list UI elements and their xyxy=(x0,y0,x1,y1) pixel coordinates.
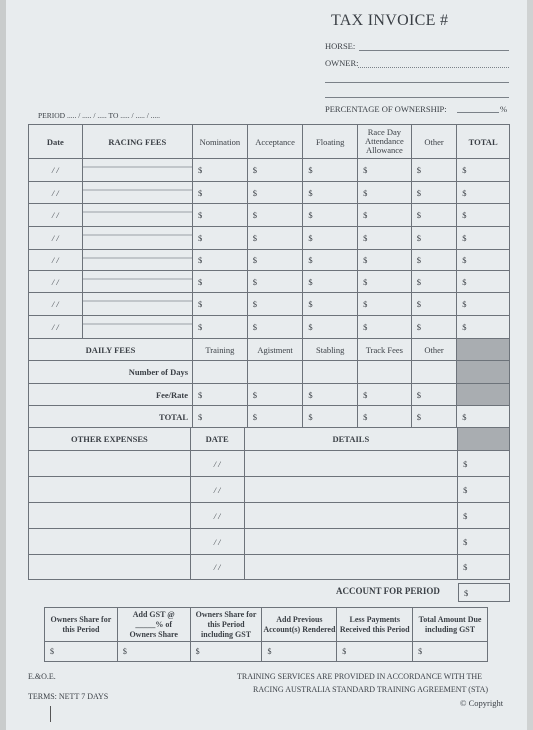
fee-cell[interactable]: $ xyxy=(193,384,248,406)
fee-amount-cell[interactable]: $ xyxy=(247,159,303,182)
row-daily-total: TOTAL xyxy=(29,406,193,428)
account-for-period-value[interactable]: $ xyxy=(459,584,510,602)
fee-amount-cell[interactable]: $ xyxy=(411,159,457,182)
fee-cell[interactable]: $ xyxy=(247,384,303,406)
eoe-label: E.&O.E. xyxy=(28,672,56,681)
add-gst-header xyxy=(117,608,190,642)
col-acceptance: Acceptance xyxy=(247,125,303,159)
fee-amount-cell[interactable]: $ xyxy=(247,316,303,339)
total-cell[interactable]: $ xyxy=(303,406,358,428)
col-other-date: DATE xyxy=(190,428,244,451)
racing-fee-description[interactable] xyxy=(82,271,192,293)
owner-field[interactable] xyxy=(358,67,509,68)
col-daily-other: Other xyxy=(411,339,457,361)
fee-amount-cell[interactable]: $ xyxy=(303,271,358,293)
fee-amount-cell[interactable]: $ xyxy=(193,159,248,182)
row-number-of-days: Number of Days xyxy=(29,361,193,384)
date-cell[interactable]: / / xyxy=(29,316,83,339)
expense-amount[interactable]: $ xyxy=(458,555,510,580)
racing-fee-row xyxy=(29,316,510,339)
racing-fee-row xyxy=(29,250,510,271)
input-cell[interactable] xyxy=(358,361,412,384)
summary-value-cell[interactable]: $ xyxy=(190,642,262,662)
horse-field[interactable] xyxy=(359,50,509,51)
expense-date[interactable]: / / xyxy=(190,555,244,580)
fee-cell[interactable]: $ xyxy=(358,384,412,406)
racing-fee-description[interactable] xyxy=(82,250,192,271)
margin-mark xyxy=(50,706,51,722)
add-gst-line-3: Owners Share xyxy=(129,629,178,639)
racing-row-total[interactable]: $ xyxy=(457,182,510,204)
invoice-title: TAX INVOICE # xyxy=(331,12,449,29)
racing-fee-description[interactable] xyxy=(82,182,192,204)
racing-row-total[interactable]: $ xyxy=(457,250,510,271)
racing-fee-description[interactable] xyxy=(82,227,192,250)
other-expense-row xyxy=(29,477,510,503)
input-cell[interactable] xyxy=(411,361,457,384)
date-cell[interactable]: / / xyxy=(29,227,83,250)
fee-amount-cell[interactable]: $ xyxy=(303,250,358,271)
add-previous-header: Add Previous Account(s) Rendered xyxy=(262,608,337,642)
col-total: TOTAL xyxy=(457,125,510,159)
daily-fees-title: DAILY FEES xyxy=(29,339,193,361)
fee-amount-cell[interactable]: $ xyxy=(193,293,248,316)
col-agistment: Agistment xyxy=(247,339,303,361)
expense-description[interactable] xyxy=(29,503,191,529)
expense-date[interactable]: / / xyxy=(190,451,244,477)
fee-amount-cell[interactable]: $ xyxy=(193,227,248,250)
other-expense-row xyxy=(29,555,510,580)
summary-value-cell[interactable]: $ xyxy=(413,642,488,662)
fee-amount-cell[interactable]: $ xyxy=(411,316,457,339)
date-cell[interactable]: / / xyxy=(29,271,83,293)
fee-cell[interactable]: $ xyxy=(411,384,457,406)
fee-amount-cell[interactable]: $ xyxy=(358,316,412,339)
other-expenses-title: OTHER EXPENSES xyxy=(29,428,191,451)
racing-fee-row xyxy=(29,182,510,204)
shaded-cell xyxy=(457,339,510,361)
expense-details[interactable] xyxy=(244,477,458,503)
paper-edge-right xyxy=(527,0,533,730)
account-for-period-label: ACCOUNT FOR PERIOD xyxy=(336,586,440,596)
expense-amount[interactable]: $ xyxy=(458,451,510,477)
fee-amount-cell[interactable]: $ xyxy=(411,293,457,316)
fee-amount-cell[interactable]: $ xyxy=(193,316,248,339)
fee-amount-cell[interactable]: $ xyxy=(193,271,248,293)
racing-row-total[interactable]: $ xyxy=(457,159,510,182)
add-gst-line-1: Add GST @ xyxy=(132,609,175,619)
expense-description[interactable] xyxy=(29,529,191,555)
shaded-cell xyxy=(457,361,510,384)
shaded-cell xyxy=(457,384,510,406)
date-cell[interactable]: / / xyxy=(29,204,83,227)
summary-value-cell[interactable]: $ xyxy=(337,642,413,662)
fee-amount-cell[interactable]: $ xyxy=(303,227,358,250)
col-track-fees: Track Fees xyxy=(358,339,412,361)
ownership-unit: % xyxy=(500,104,508,114)
fee-amount-cell[interactable]: $ xyxy=(193,250,248,271)
account-total-table xyxy=(458,583,510,602)
fee-amount-cell[interactable]: $ xyxy=(303,159,358,182)
fee-amount-cell[interactable]: $ xyxy=(303,182,358,204)
expense-amount[interactable]: $ xyxy=(458,529,510,555)
owner-field-line-3[interactable] xyxy=(325,97,509,98)
owners-share-gst-header: Owners Share for this Period including GST xyxy=(190,608,262,642)
total-cell[interactable]: $ xyxy=(358,406,412,428)
fee-amount-cell[interactable]: $ xyxy=(247,271,303,293)
fee-amount-cell[interactable]: $ xyxy=(247,293,303,316)
expense-details[interactable] xyxy=(244,451,458,477)
expense-description[interactable] xyxy=(29,555,191,580)
total-cell[interactable]: $ xyxy=(247,406,303,428)
col-racing-fees: RACING FEES xyxy=(82,125,192,159)
col-floating: Floating xyxy=(303,125,358,159)
copyright-label: © Copyright xyxy=(460,698,504,708)
sta-line-2: RACING AUSTRALIA STANDARD TRAINING AGREEMENT (STA) xyxy=(253,685,489,694)
total-cell[interactable]: $ xyxy=(193,406,248,428)
other-expense-row xyxy=(29,529,510,555)
expense-date[interactable]: / / xyxy=(190,477,244,503)
racing-fee-description[interactable] xyxy=(82,204,192,227)
fee-amount-cell[interactable]: $ xyxy=(303,316,358,339)
racing-fee-description[interactable] xyxy=(82,316,192,339)
summary-value-cell[interactable]: $ xyxy=(262,642,337,662)
racing-fee-row xyxy=(29,271,510,293)
racing-row-total[interactable]: $ xyxy=(457,271,510,293)
summary-table xyxy=(44,607,488,662)
col-details: DETAILS xyxy=(244,428,458,451)
racing-row-total[interactable]: $ xyxy=(457,293,510,316)
expense-amount[interactable]: $ xyxy=(458,503,510,529)
fee-amount-cell[interactable]: $ xyxy=(303,204,358,227)
racing-row-total[interactable]: $ xyxy=(457,227,510,250)
fee-amount-cell[interactable]: $ xyxy=(193,182,248,204)
input-cell[interactable] xyxy=(247,361,303,384)
expense-details[interactable] xyxy=(244,503,458,529)
expense-date[interactable]: / / xyxy=(190,529,244,555)
other-expense-row xyxy=(29,451,510,477)
fee-amount-cell[interactable]: $ xyxy=(358,250,412,271)
expense-details[interactable] xyxy=(244,555,458,580)
expense-amount[interactable]: $ xyxy=(458,477,510,503)
add-gst-line-2: _____% of xyxy=(135,619,173,629)
racing-fee-row xyxy=(29,293,510,316)
input-cell[interactable] xyxy=(193,361,248,384)
summary-value-cell[interactable]: $ xyxy=(45,642,118,662)
racing-fees-table xyxy=(28,124,510,159)
sta-line-1: TRAINING SERVICES ARE PROVIDED IN ACCORDANCE WITH THE xyxy=(237,672,483,681)
fee-amount-cell[interactable]: $ xyxy=(193,204,248,227)
fee-amount-cell[interactable]: $ xyxy=(247,204,303,227)
col-date: Date xyxy=(29,125,83,159)
col-other: Other xyxy=(411,125,457,159)
fee-amount-cell[interactable]: $ xyxy=(303,293,358,316)
expense-details[interactable] xyxy=(244,529,458,555)
ownership-label: PERCENTAGE OF OWNERSHIP: xyxy=(325,104,447,114)
col-stabling: Stabling xyxy=(303,339,358,361)
shaded-cell xyxy=(458,428,510,451)
fee-amount-cell[interactable]: $ xyxy=(358,182,412,204)
period-label: PERIOD ..... / ..... / ..... TO ..... / ..... / ..... xyxy=(38,111,161,120)
date-cell[interactable]: / / xyxy=(29,159,83,182)
col-raceday: Race Day Attendance Allowance xyxy=(358,125,412,159)
date-cell[interactable]: / / xyxy=(29,182,83,204)
invoice-page xyxy=(6,0,527,730)
racing-fee-description[interactable] xyxy=(82,293,192,316)
date-cell[interactable]: / / xyxy=(29,250,83,271)
other-expenses-table xyxy=(28,427,510,580)
expense-description[interactable] xyxy=(29,451,191,477)
fee-amount-cell[interactable]: $ xyxy=(411,204,457,227)
owner-label: OWNER: xyxy=(325,58,359,68)
racing-fee-row xyxy=(29,204,510,227)
fee-amount-cell[interactable]: $ xyxy=(358,271,412,293)
racing-fee-description[interactable] xyxy=(82,159,192,182)
expense-description[interactable] xyxy=(29,477,191,503)
racing-fee-row xyxy=(29,159,510,182)
total-cell[interactable]: $ xyxy=(411,406,457,428)
ownership-field[interactable] xyxy=(457,112,499,113)
fee-amount-cell[interactable]: $ xyxy=(411,250,457,271)
date-cell[interactable]: / / xyxy=(29,293,83,316)
col-nomination: Nomination xyxy=(193,125,248,159)
daily-fees-table xyxy=(28,338,510,428)
horse-label: HORSE: xyxy=(325,41,356,51)
total-due-header: Total Amount Due including GST xyxy=(413,608,488,642)
fee-amount-cell[interactable]: $ xyxy=(411,182,457,204)
fee-amount-cell[interactable]: $ xyxy=(411,227,457,250)
racing-rows-table xyxy=(28,158,510,339)
fee-amount-cell[interactable]: $ xyxy=(358,293,412,316)
other-expense-row xyxy=(29,503,510,529)
racing-row-total[interactable]: $ xyxy=(457,204,510,227)
racing-fee-row xyxy=(29,227,510,250)
owners-share-header: Owners Share for this Period xyxy=(45,608,118,642)
fee-amount-cell[interactable]: $ xyxy=(247,250,303,271)
less-payments-header: Less Payments Received this Period xyxy=(337,608,413,642)
terms-label: TERMS: NETT 7 DAYS xyxy=(28,692,109,701)
owner-field-line-2[interactable] xyxy=(325,82,509,83)
fee-amount-cell[interactable]: $ xyxy=(247,182,303,204)
expense-date[interactable]: / / xyxy=(190,503,244,529)
fee-cell[interactable]: $ xyxy=(303,384,358,406)
input-cell[interactable] xyxy=(303,361,358,384)
col-training: Training xyxy=(193,339,248,361)
fee-amount-cell[interactable]: $ xyxy=(247,227,303,250)
fee-amount-cell[interactable]: $ xyxy=(358,204,412,227)
racing-row-total[interactable]: $ xyxy=(457,316,510,339)
fee-amount-cell[interactable]: $ xyxy=(358,227,412,250)
fee-amount-cell[interactable]: $ xyxy=(358,159,412,182)
row-fee-rate: Fee/Rate xyxy=(29,384,193,406)
daily-grand-total[interactable]: $ xyxy=(457,406,510,428)
fee-amount-cell[interactable]: $ xyxy=(411,271,457,293)
summary-value-cell[interactable]: $ xyxy=(117,642,190,662)
